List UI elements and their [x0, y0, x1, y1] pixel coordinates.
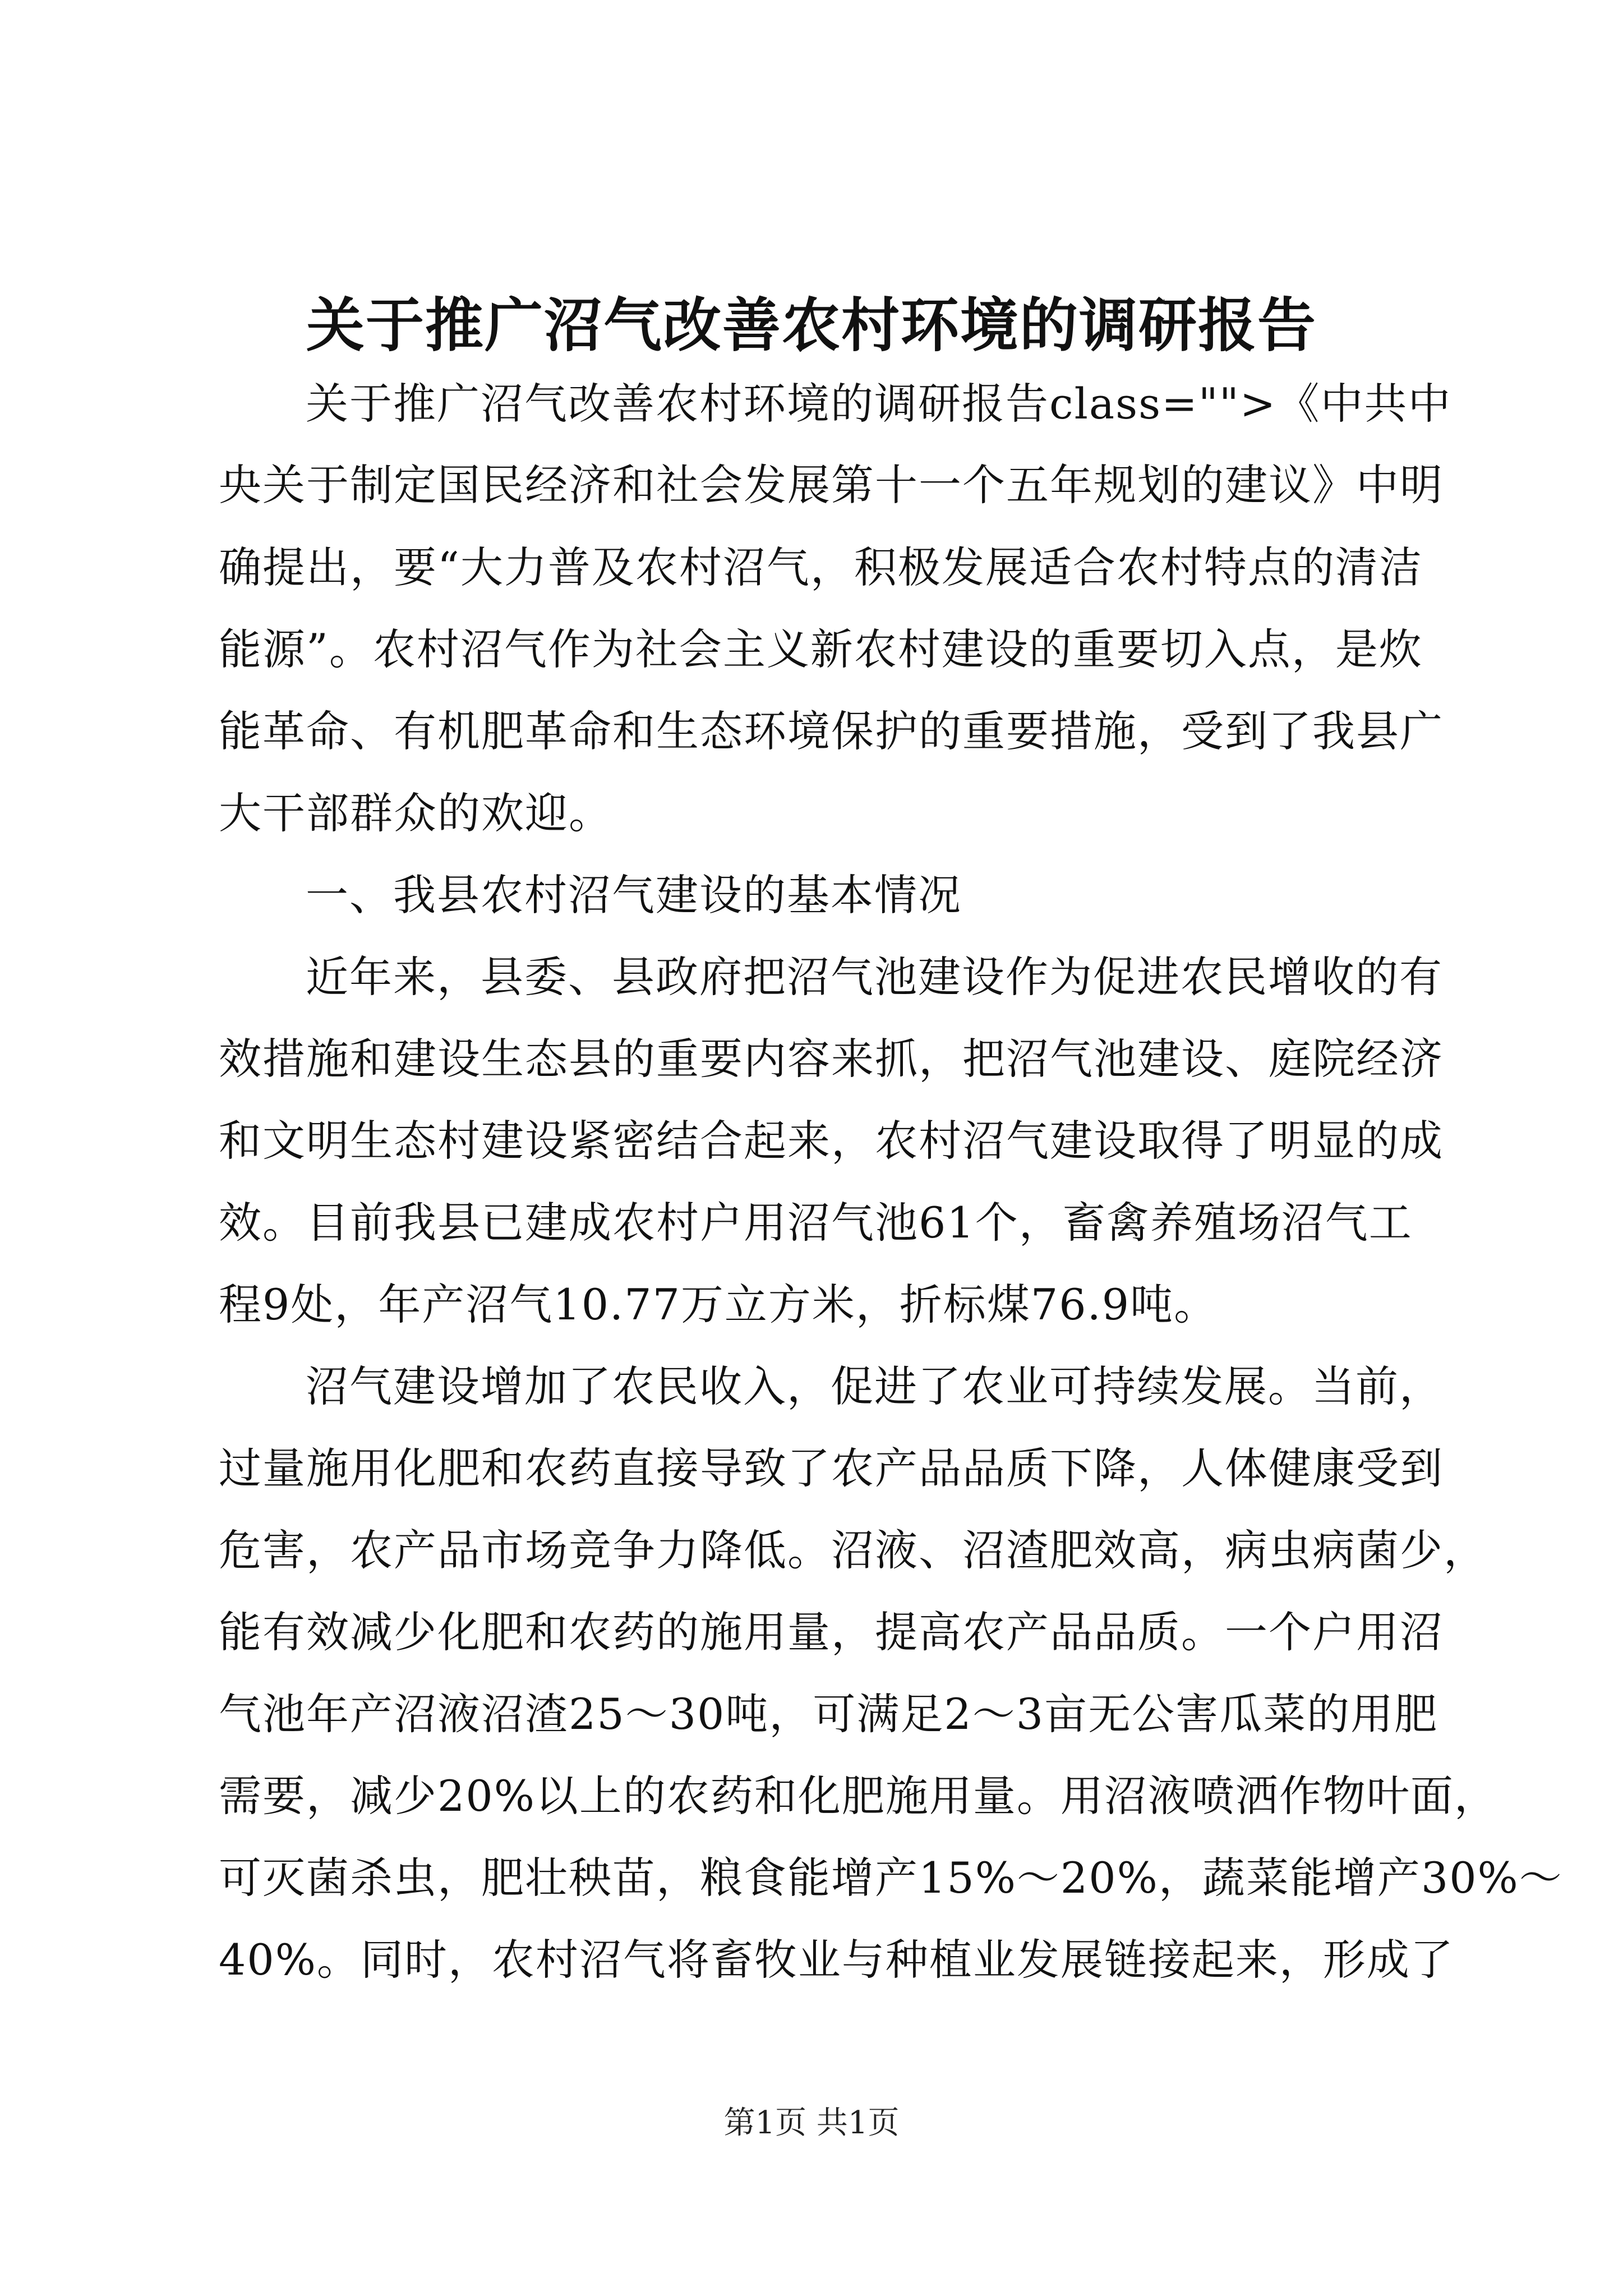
paragraph-line: 能源”。农村沼气作为社会主义新农村建设的重要切入点，是炊 [219, 624, 1423, 674]
paragraph-line: 央关于制定国民经济和社会发展第十一个五年规划的建议》中明 [219, 460, 1444, 510]
paragraph-line: 40%。同时，农村沼气将畜牧业与种植业发展链接起来，形成了 [219, 1935, 1454, 1985]
paragraph-line: 危害，农产品市场竞争力降低。沼液、沼渣肥效高，病虫病菌少， [219, 1525, 1487, 1575]
paragraph-line: 效措施和建设生态县的重要内容来抓，把沼气池建设、庭院经济 [219, 1034, 1444, 1084]
paragraph-line: 关于推广沼气改善农村环境的调研报告class="">《中共中 [306, 379, 1452, 429]
paragraph-line: 能有效减少化肥和农药的施用量，提高农产品品质。一个户用沼 [219, 1607, 1444, 1657]
paragraph-line: 确提出，要“大力普及农村沼气，积极发展适合农村特点的清洁 [219, 542, 1423, 592]
paragraph-line: 需要，减少20%以上的农药和化肥施用量。用沼液喷洒作物叶面， [219, 1771, 1498, 1821]
paragraph-line: 过量施用化肥和农药直接导致了农产品品质下降，人体健康受到 [219, 1443, 1444, 1493]
paragraph-line: 沼气建设增加了农民收入，促进了农业可持续发展。当前， [306, 1361, 1443, 1411]
paragraph-line: 大干部群众的欢迎。 [219, 788, 612, 838]
paragraph-line: 可灭菌杀虫，肥壮秧苗，粮食能增产15%～20%，蔬菜能增产30%～ [219, 1853, 1563, 1903]
paragraph-line: 气池年产沼液沼渣25～30吨，可满足2～3亩无公害瓜菜的用肥 [219, 1689, 1438, 1739]
paragraph-line: 程9处，年产沼气10.77万立方米，折标煤76.9吨。 [219, 1280, 1218, 1329]
paragraph-line: 能革命、有机肥革命和生态环境保护的重要措施，受到了我县广 [219, 706, 1444, 756]
section-heading: 一、我县农村沼气建设的基本情况 [306, 870, 962, 920]
paragraph-line: 效。目前我县已建成农村户用沼气池61个，畜禽养殖场沼气工 [219, 1198, 1413, 1248]
paragraph-line: 和文明生态村建设紧密结合起来，农村沼气建设取得了明显的成 [219, 1116, 1444, 1166]
page-number-footer: 第1页 共1页 [723, 2105, 900, 2141]
document-title: 关于推广沼气改善农村环境的调研报告 [306, 291, 1317, 360]
paragraph-line: 近年来，县委、县政府把沼气池建设作为促进农民增收的有 [306, 952, 1443, 1002]
